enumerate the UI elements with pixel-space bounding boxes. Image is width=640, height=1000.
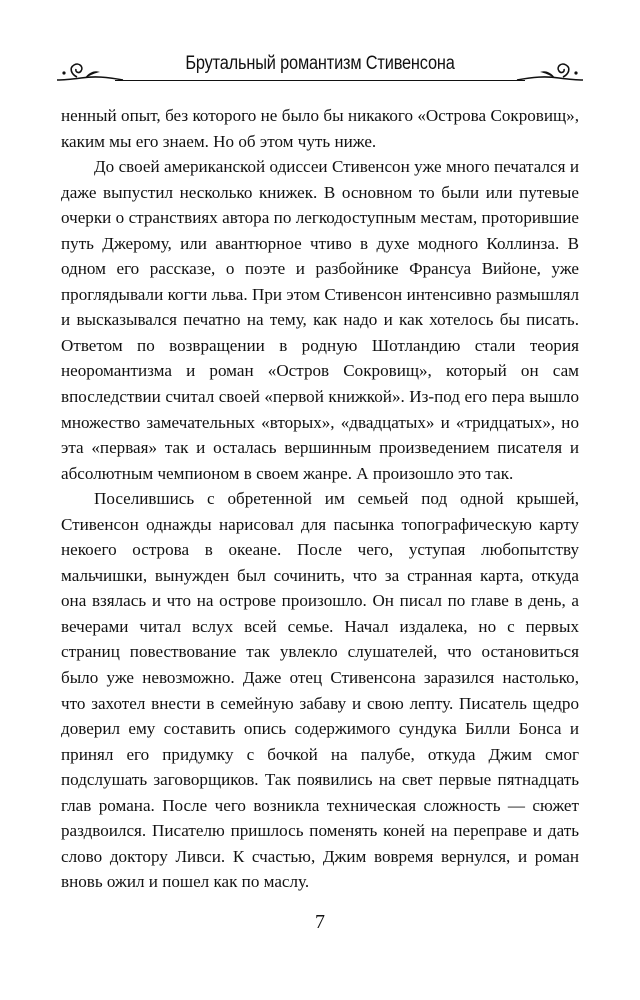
paragraph: ненный опыт, без которого не было бы никакого «Острова Сокровищ», каким мы его знаем. Но об этом чуть ниже.	[61, 106, 579, 151]
paragraph: До своей американской одиссеи Стивенсон уже много печатался и даже выпустил несколько книжек. В основном то были или путевые очерки о странствиях автора по легкодоступным местам, проторившие путь Джерому, или авантюрное чтиво в духе модного Коллинза. В одном его рассказе, о поэте и разбойнике Франсуа Вийоне, уже проглядывали когти льва. При этом Стивенсон интенсивно размышлял и высказывался печатно на тему, как надо и как хотелось бы писать. Ответом по возвращении в родную Шотландию стали теория неоромантизма и роман «Остров Сокровищ», который он сам впоследствии считал своей «первой книжкой». Из-под его пера вышло множество замечательных «вторых», «двадцатых» и «тридцатых», но эта «первая» так и осталась вершинным произведением писателя и абсолютным чемпионом в своем жанре. А произошло это так.	[61, 157, 579, 483]
header-rule	[115, 80, 525, 81]
body-text	[61, 103, 579, 895]
paragraph: Поселившись с обретенной им семьей под одной крышей, Стивенсон однажды нарисовал для пасынка топографическую карту некоего острова в океане. После чего, уступая любопытству мальчишки, вынужден был сочинить, что за странная карта, откуда она взялась и что на острове произошло. Он писал по главе в день, а вечерами читал вслух всей семье. Начал издалека, но с первых страниц повествование так увлекло слушателей, что остановиться было уже невозможно. Даже отец Стивенсона заразился настолько, что захотел внести в семейную забаву и свою лепту. Писатель щедро доверил ему составить опись содержимого сундука Билли Бонса и принял его придумку с бочкой на палубе, откуда Джим смог подслушать заговорщиков. Так появились на свет первые пятнадцать глав романа. После чего возникла техническая сложность — сюжет раздвоился. Писателю пришлось поменять коней на переправе и дать слово доктору Ливси. К счастью, Джим вовремя вернулся, и роман вновь ожил и пошел как по маслу.	[61, 489, 579, 892]
running-title: Брутальный романтизм Стивенсона	[185, 53, 455, 74]
running-header	[55, 52, 585, 86]
page-number: 7	[315, 911, 325, 933]
